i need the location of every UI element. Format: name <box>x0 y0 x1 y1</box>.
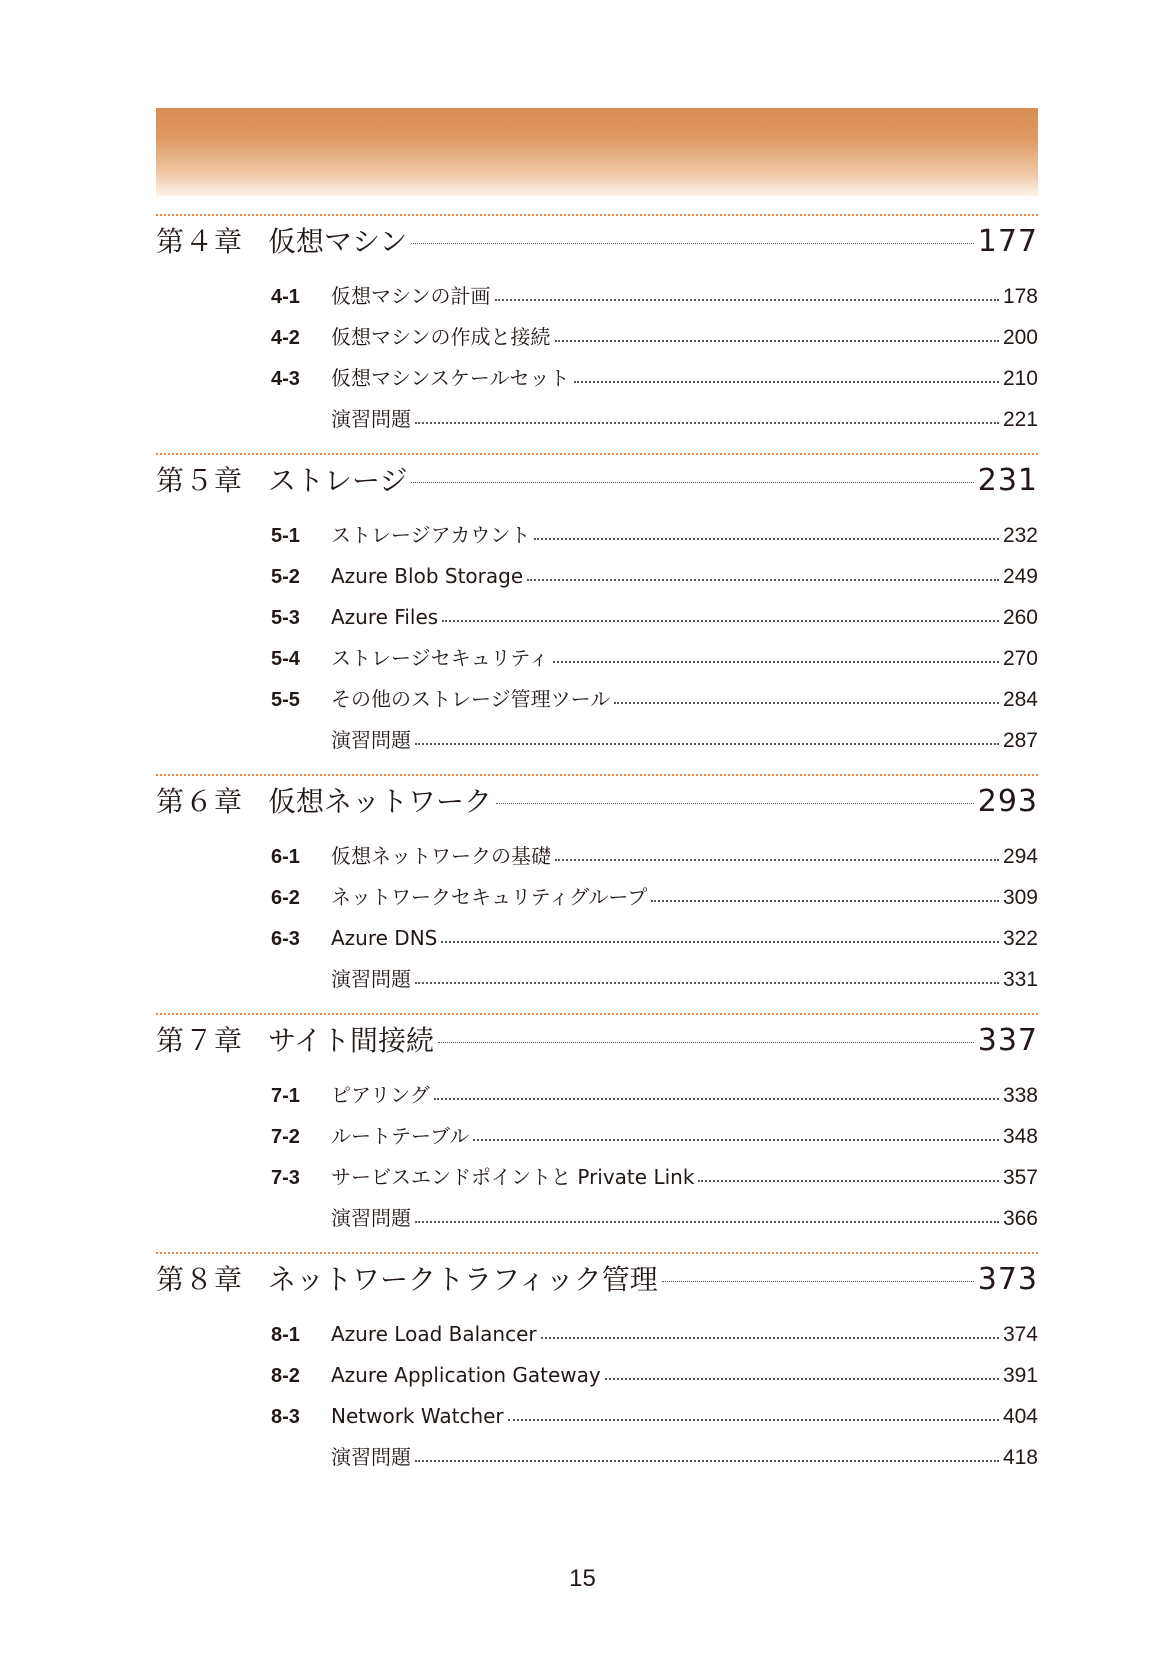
section-entry[interactable] <box>156 358 1038 399</box>
dot-leader <box>438 1042 974 1043</box>
section-page: 287 <box>1002 729 1038 752</box>
section-entry[interactable] <box>156 679 1038 720</box>
dot-leader <box>415 1221 999 1223</box>
table-of-contents <box>156 214 1038 1478</box>
dot-leader <box>534 538 999 540</box>
section-page: 366 <box>1002 1207 1038 1230</box>
chapter-page: 373 <box>977 1262 1038 1297</box>
section-page: 270 <box>1002 647 1038 670</box>
chapter-block <box>156 214 1038 440</box>
chapter-page: 231 <box>977 463 1038 498</box>
chapter-block <box>156 1252 1038 1478</box>
dot-leader <box>541 1337 999 1339</box>
dot-leader <box>442 620 999 622</box>
section-number: 4-2 <box>271 327 300 349</box>
section-number: 5-4 <box>271 648 300 670</box>
section-entry[interactable] <box>156 597 1038 638</box>
section-page: 322 <box>1002 927 1038 950</box>
chapter-title: ネットワークトラフィック管理 <box>268 1263 658 1296</box>
dot-leader <box>605 1378 999 1380</box>
section-entry[interactable] <box>156 556 1038 597</box>
section-number: 6-1 <box>271 846 300 868</box>
section-number: 4-1 <box>271 286 300 308</box>
section-page: 357 <box>1002 1166 1038 1189</box>
dot-leader <box>574 381 999 383</box>
section-entry[interactable] <box>156 1116 1038 1157</box>
section-page: 309 <box>1002 886 1038 909</box>
section-page: 178 <box>1002 285 1038 308</box>
section-page: 374 <box>1002 1323 1038 1346</box>
section-entry[interactable] <box>156 959 1038 1000</box>
section-title: 仮想ネットワークの基礎 <box>331 844 551 868</box>
dot-leader <box>415 1460 999 1462</box>
section-page: 249 <box>1002 565 1038 588</box>
section-page: 294 <box>1002 845 1038 868</box>
chapter-page: 293 <box>977 784 1038 819</box>
chapter-title: 仮想ネットワーク <box>268 785 493 818</box>
chapter-title: サイト間接続 <box>268 1024 435 1057</box>
chapter-number: 第５章 <box>156 464 244 497</box>
section-title: Azure Load Balancer <box>331 1322 537 1346</box>
section-entry[interactable] <box>156 1314 1038 1355</box>
section-title: ネットワークセキュリティグループ <box>331 885 648 909</box>
section-page: 391 <box>1002 1364 1038 1387</box>
section-page: 260 <box>1002 606 1038 629</box>
chapter-number: 第６章 <box>156 785 244 818</box>
section-list <box>156 1067 1038 1239</box>
dot-leader <box>415 422 999 424</box>
section-title: その他のストレージ管理ツール <box>331 687 611 711</box>
section-title: Azure Files <box>331 605 439 629</box>
section-title: Azure Blob Storage <box>331 564 524 588</box>
dot-leader <box>415 982 999 984</box>
section-title: 演習問題 <box>331 967 411 991</box>
dot-leader <box>434 1098 999 1100</box>
section-page: 338 <box>1002 1084 1038 1107</box>
section-entry[interactable] <box>156 1396 1038 1437</box>
dot-leader <box>411 243 973 244</box>
section-title: ストレージアカウント <box>331 523 531 547</box>
section-entry[interactable] <box>156 638 1038 679</box>
section-page: 348 <box>1002 1125 1038 1148</box>
section-title: 演習問題 <box>331 728 411 752</box>
section-list <box>156 507 1038 761</box>
chapter-heading[interactable] <box>156 1254 1038 1306</box>
section-title: ルートテーブル <box>331 1124 470 1148</box>
section-number: 7-1 <box>271 1085 300 1107</box>
section-title: 仮想マシンスケールセット <box>331 366 570 390</box>
chapter-heading[interactable] <box>156 455 1038 507</box>
chapter-title: ストレージ <box>268 464 408 497</box>
section-number: 4-3 <box>271 368 300 390</box>
dot-leader <box>555 859 999 861</box>
chapter-block <box>156 1013 1038 1239</box>
section-page: 210 <box>1002 367 1038 390</box>
dot-leader <box>662 1281 974 1282</box>
section-entry[interactable] <box>156 1437 1038 1478</box>
section-title: Azure DNS <box>331 926 438 950</box>
dot-leader <box>614 702 999 704</box>
page-number: 15 <box>569 1565 596 1592</box>
section-entry[interactable] <box>156 720 1038 761</box>
section-entry[interactable] <box>156 515 1038 556</box>
section-number: 8-1 <box>271 1324 300 1346</box>
section-number: 6-2 <box>271 887 300 909</box>
section-title: ピアリング <box>331 1083 430 1107</box>
dot-leader <box>473 1139 999 1141</box>
chapter-heading[interactable] <box>156 1015 1038 1067</box>
dot-leader <box>553 661 999 663</box>
header-banner <box>156 108 1038 196</box>
section-page: 331 <box>1002 968 1038 991</box>
section-number: 8-3 <box>271 1406 300 1428</box>
section-title: 演習問題 <box>331 1206 411 1230</box>
dot-leader <box>508 1419 999 1421</box>
section-entry[interactable] <box>156 399 1038 440</box>
section-title: 仮想マシンの作成と接続 <box>331 325 551 349</box>
section-title: Azure Application Gateway <box>331 1363 601 1387</box>
dot-leader <box>496 803 974 804</box>
section-entry[interactable] <box>156 1355 1038 1396</box>
section-number: 5-1 <box>271 525 300 547</box>
section-list <box>156 268 1038 440</box>
section-number: 8-2 <box>271 1365 300 1387</box>
dot-leader <box>441 941 999 943</box>
section-number: 6-3 <box>271 928 300 950</box>
section-title: Network Watcher <box>331 1404 504 1428</box>
section-entry[interactable] <box>156 276 1038 317</box>
chapter-heading[interactable] <box>156 216 1038 268</box>
section-entry[interactable] <box>156 1157 1038 1198</box>
chapter-number: 第７章 <box>156 1024 244 1057</box>
section-number: 5-5 <box>271 689 300 711</box>
dot-leader <box>651 900 999 902</box>
dot-leader <box>698 1180 999 1182</box>
section-number: 7-2 <box>271 1126 300 1148</box>
section-page: 284 <box>1002 688 1038 711</box>
section-title: ストレージセキュリティ <box>331 646 549 670</box>
chapter-page: 177 <box>977 224 1038 259</box>
section-page: 232 <box>1002 524 1038 547</box>
dot-leader <box>527 579 999 581</box>
section-entry[interactable] <box>156 317 1038 358</box>
section-page: 418 <box>1002 1446 1038 1469</box>
dot-leader <box>415 743 999 745</box>
chapter-number: 第８章 <box>156 1263 244 1296</box>
chapter-heading[interactable] <box>156 776 1038 828</box>
section-page: 221 <box>1002 408 1038 431</box>
section-title: 仮想マシンの計画 <box>331 284 491 308</box>
section-list <box>156 828 1038 1000</box>
section-entry[interactable] <box>156 877 1038 918</box>
section-entry[interactable] <box>156 1075 1038 1116</box>
section-number: 5-2 <box>271 566 300 588</box>
section-number: 7-3 <box>271 1167 300 1189</box>
dot-leader <box>495 299 999 301</box>
section-number: 5-3 <box>271 607 300 629</box>
chapter-title: 仮想マシン <box>268 225 408 258</box>
section-entry[interactable] <box>156 1198 1038 1239</box>
section-title: 演習問題 <box>331 407 411 431</box>
chapter-page: 337 <box>977 1023 1038 1058</box>
section-title: 演習問題 <box>331 1445 411 1469</box>
section-entry[interactable] <box>156 918 1038 959</box>
dot-leader <box>411 482 973 483</box>
section-page: 200 <box>1002 326 1038 349</box>
section-list <box>156 1306 1038 1478</box>
chapter-block <box>156 453 1038 761</box>
dot-leader <box>555 340 999 342</box>
chapter-block <box>156 774 1038 1000</box>
chapter-number: 第４章 <box>156 225 244 258</box>
section-entry[interactable] <box>156 836 1038 877</box>
section-page: 404 <box>1002 1405 1038 1428</box>
section-title: サービスエンドポイントと Private Link <box>331 1165 695 1189</box>
